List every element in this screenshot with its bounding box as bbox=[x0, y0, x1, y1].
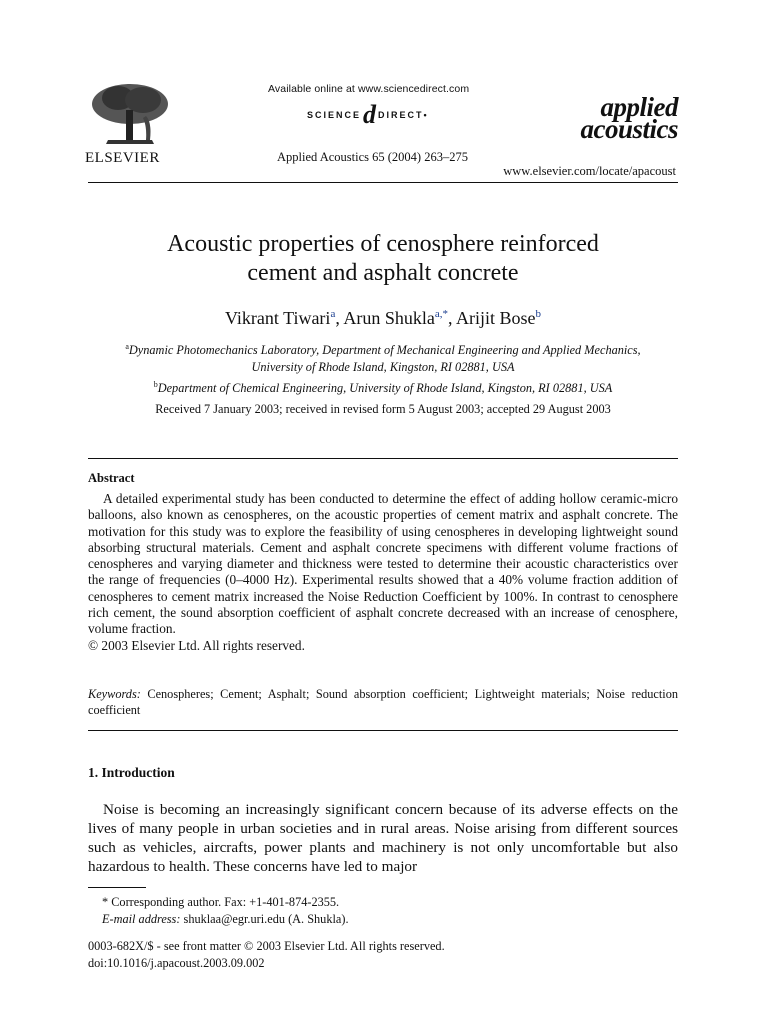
author-affiliation-link[interactable]: a,* bbox=[434, 308, 448, 320]
title-line-1: Acoustic properties of cenosphere reinforced bbox=[167, 231, 599, 257]
author-name: Vikrant Tiwari bbox=[225, 308, 331, 328]
email-label: E-mail address: bbox=[102, 911, 181, 926]
journal-reference: Applied Acoustics 65 (2004) 263–275 bbox=[277, 150, 468, 164]
journal-logo bbox=[548, 92, 678, 144]
sd-right: DIRECT bbox=[378, 110, 424, 120]
introduction-text: Noise is becoming an increasingly significant concern because of its adverse effects on the lives of many people in urban societies and in rural areas. Noise arising from different sources such as vehicles, aircrafts, power plants and machinery is not only uncomfortable but also hazardous to health. These concerns have led to major bbox=[88, 801, 678, 875]
abstract-top-rule bbox=[88, 458, 678, 459]
affiliation-mark: b bbox=[153, 380, 158, 390]
affiliations bbox=[88, 338, 678, 397]
author-affiliation-link[interactable]: b bbox=[535, 308, 541, 320]
front-matter bbox=[88, 938, 445, 971]
sciencedirect-logo bbox=[307, 102, 429, 128]
header-rule bbox=[88, 182, 678, 183]
abstract-text: A detailed experimental study has been conducted to determine the effect of adding hollow ceramic-micro balloons, also known as cenospheres, on the acoustic properties of cement matrix and asphalt concrete. The motivation for this study was to explore the feasibility of using cenospheres in developing lightweight sound absorbing structural materials. Cement and asphalt concrete specimens with different volume fractions of cenospheres and varying diameter and thickness were tested to determine their acoustic characteristics over the range of frequencies (0–4000 Hz). Experimental results showed that a 40% volume fraction addition of cenospheres to cement matrix increased the Noise Reduction Coefficient by 100%. In contrast to cenosphere rich cement, the sound absorption coefficient of asphalt concrete decreased with an increase of cenosphere, volume fraction. bbox=[88, 491, 678, 637]
affiliation-text: Dynamic Photomechanics Laboratory, Department of Mechanical Engineering and Applied Mechanics, bbox=[128, 343, 641, 358]
affiliation-mark: a bbox=[125, 342, 129, 351]
abstract-copyright: © 2003 Elsevier Ltd. All rights reserved. bbox=[88, 637, 305, 653]
author-name: Arun Shukla bbox=[343, 308, 435, 328]
footnote-rule bbox=[88, 887, 146, 888]
affiliation-b bbox=[88, 376, 678, 397]
publisher-name: ELSEVIER bbox=[85, 150, 160, 166]
issn-copyright-line: 0003-682X/$ - see front matter © 2003 Elsevier Ltd. All rights reserved. bbox=[88, 939, 445, 953]
affiliation-a-line2: University of Rhode Island, Kingston, RI 02881, USA bbox=[251, 360, 515, 375]
journal-logo-line2: acoustics bbox=[580, 114, 678, 144]
elsevier-tree-icon bbox=[88, 82, 172, 148]
sd-bullet: • bbox=[423, 110, 429, 120]
available-online-text: Available online at www.sciencedirect.com bbox=[268, 83, 470, 95]
keywords bbox=[88, 686, 678, 719]
title-line-2: cement and asphalt concrete bbox=[247, 260, 519, 286]
email-line bbox=[102, 911, 349, 928]
affiliation-text: Department of Chemical Engineering, University of Rhode Island, Kingston, RI 02881, USA bbox=[157, 381, 613, 396]
author-separator: , bbox=[335, 308, 344, 328]
footnote bbox=[102, 894, 349, 927]
author-list bbox=[88, 308, 678, 329]
author-affiliation-link[interactable]: a bbox=[330, 308, 336, 320]
keywords-list: Cenospheres; Cement; Asphalt; Sound absorption coefficient; Lightweight materials; Noise reduction coefficient bbox=[88, 687, 678, 718]
sd-left: SCIENCE bbox=[307, 110, 362, 120]
doi-line[interactable]: doi:10.1016/j.apacoust.2003.09.002 bbox=[88, 955, 265, 970]
journal-url[interactable]: www.elsevier.com/locate/apacoust bbox=[503, 164, 676, 178]
affiliation-a bbox=[88, 338, 678, 359]
publisher-logo bbox=[85, 82, 177, 167]
author-separator: , bbox=[447, 308, 456, 328]
received-dates: Received 7 January 2003; received in revised form 5 August 2003; accepted 29 August 2003 bbox=[155, 402, 611, 416]
abstract-heading: Abstract bbox=[88, 471, 135, 485]
author-name: Arijit Bose bbox=[456, 308, 536, 328]
email-address[interactable]: shuklaa@egr.uri.edu (A. Shukla). bbox=[180, 911, 349, 926]
abstract-bottom-rule bbox=[88, 730, 678, 731]
section-heading-introduction: 1. Introduction bbox=[88, 765, 175, 780]
abstract-body bbox=[88, 491, 678, 654]
sd-at-mark: d bbox=[363, 100, 377, 129]
journal-logo-line1: applied bbox=[600, 92, 678, 122]
corresponding-author: * Corresponding author. Fax: +1-401-874-2355. bbox=[102, 895, 340, 909]
article-title bbox=[88, 230, 678, 288]
keywords-label: Keywords: bbox=[88, 687, 141, 701]
